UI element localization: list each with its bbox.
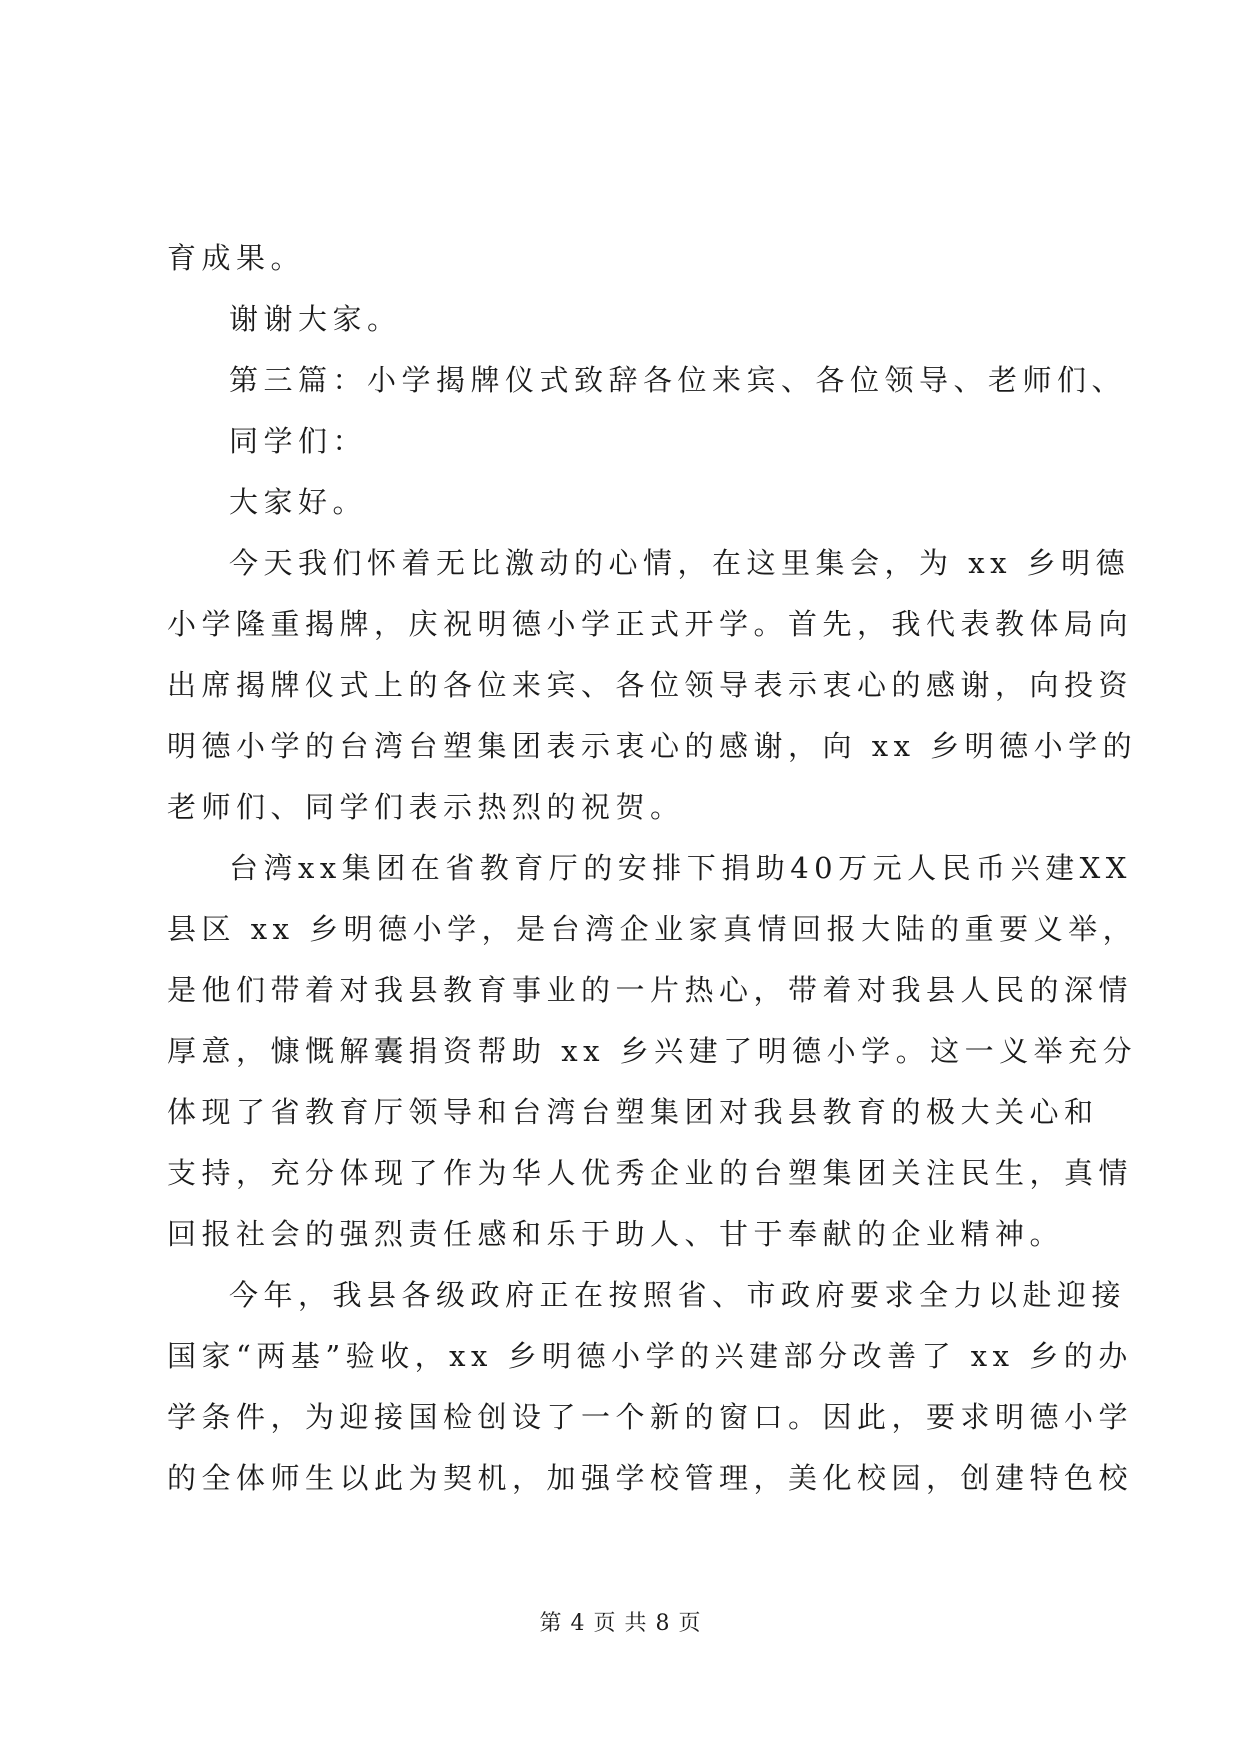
text-line: 台湾xx集团在省教育厅的安排下捐助40万元人民币兴建XX	[229, 851, 1132, 885]
text-line: 第三篇：小学揭牌仪式致辞各位来宾、各位领导、老师们、	[229, 363, 1127, 397]
text-line: 谢谢大家。	[229, 302, 402, 336]
text-line: 育成果。	[167, 241, 306, 275]
body-text	[167, 228, 1138, 1509]
text-line: 小学隆重揭牌，庆祝明德小学正式开学。首先，我代表教体局向	[167, 607, 1134, 641]
text-line: 厚意，慷慨解囊捐资帮助 xx 乡兴建了明德小学。这一义举充分	[167, 1034, 1138, 1068]
text-line: 今天我们怀着无比激动的心情，在这里集会，为 xx 乡明德	[229, 546, 1131, 580]
text-line: 体现了省教育厅领导和台湾台塑集团对我县教育的极大关心和	[167, 1095, 1099, 1129]
text-line: 县区 xx 乡明德小学，是台湾企业家真情回报大陆的重要义举，	[167, 912, 1138, 946]
text-line: 回报社会的强烈责任感和乐于助人、甘于奉献的企业精神。	[167, 1217, 1065, 1251]
text-line: 大家好。	[229, 485, 368, 519]
text-line: 的全体师生以此为契机，加强学校管理，美化校园，创建特色校	[167, 1461, 1134, 1495]
text-line: 出席揭牌仪式上的各位来宾、各位领导表示衷心的感谢，向投资	[167, 668, 1134, 702]
text-line: 是他们带着对我县教育事业的一片热心，带着对我县人民的深情	[167, 973, 1134, 1007]
text-line: 支持，充分体现了作为华人优秀企业的台塑集团关注民生，真情	[167, 1156, 1134, 1190]
text-line: 今年，我县各级政府正在按照省、市政府要求全力以赴迎接	[229, 1278, 1127, 1312]
page-number-footer: 第 4 页 共 8 页	[539, 1611, 702, 1636]
text-line: 同学们：	[229, 424, 368, 458]
text-line: 学条件，为迎接国检创设了一个新的窗口。因此，要求明德小学	[167, 1400, 1134, 1434]
text-line: 国家“两基”验收，xx 乡明德小学的兴建部分改善了 xx 乡的办	[167, 1339, 1133, 1373]
text-line: 明德小学的台湾台塑集团表示衷心的感谢，向 xx 乡明德小学的	[167, 729, 1138, 763]
text-line: 老师们、同学们表示热烈的祝贺。	[167, 790, 685, 824]
